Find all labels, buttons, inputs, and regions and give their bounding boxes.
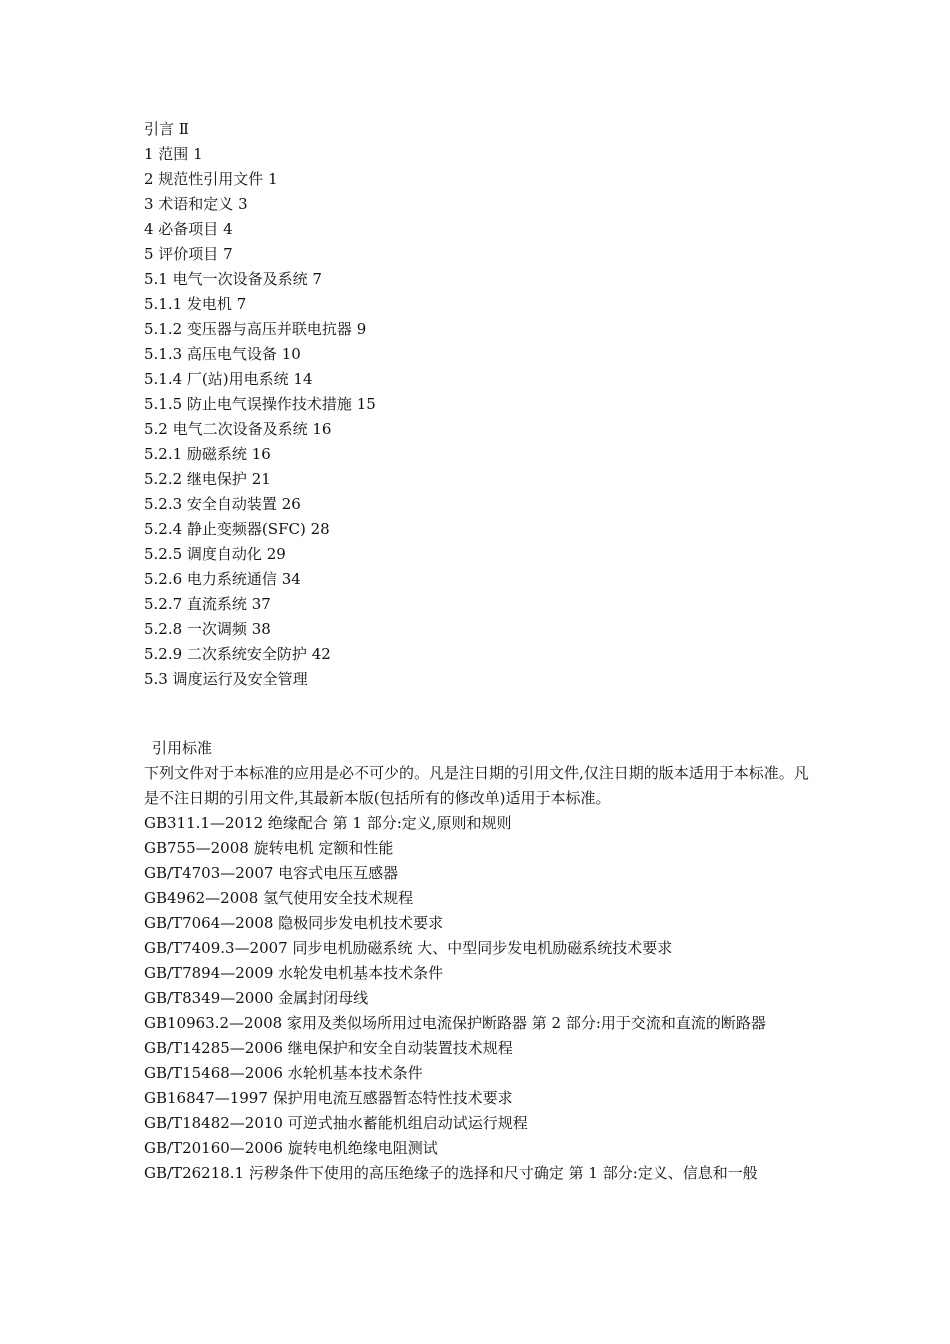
reference-item: GB/T26218.1 污秽条件下使用的高压绝缘子的选择和尺寸确定 第 1 部分:定义、信息和一般 <box>144 1164 758 1182</box>
reference-item: GB/T14285—2006 继电保护和安全自动装置技术规程 <box>144 1039 513 1057</box>
toc-entry: 5.2.9 二次系统安全防护 42 <box>144 645 331 663</box>
toc-entry: 4 必备项目 4 <box>144 220 233 238</box>
table-of-contents <box>144 117 814 692</box>
references-intro: 下列文件对于本标准的应用是必不可少的。凡是注日期的引用文件,仅注日期的版本适用于本标准。凡是不注日期的引用文件,其最新本版(包括所有的修改单)适用于本标准。 <box>144 764 809 807</box>
toc-entry: 5.3 调度运行及安全管理 <box>144 670 308 688</box>
toc-entry: 2 规范性引用文件 1 <box>144 170 278 188</box>
toc-entry: 5.1.2 变压器与高压并联电抗器 9 <box>144 320 367 338</box>
reference-item: GB311.1—2012 绝缘配合 第 1 部分:定义,原则和规则 <box>144 814 512 832</box>
toc-entry: 5.2.1 励磁系统 16 <box>144 445 271 463</box>
toc-entry: 5.1 电气一次设备及系统 7 <box>144 270 322 288</box>
toc-entry: 5.2.7 直流系统 37 <box>144 595 271 613</box>
reference-item: GB/T18482—2010 可逆式抽水蓄能机组启动试运行规程 <box>144 1114 528 1132</box>
toc-entry: 5.2.3 安全自动装置 26 <box>144 495 301 513</box>
reference-item: GB/T15468—2006 水轮机基本技术条件 <box>144 1064 423 1082</box>
document-page <box>144 117 814 1186</box>
reference-item: GB755—2008 旋转电机 定额和性能 <box>144 839 394 857</box>
reference-item: GB10963.2—2008 家用及类似场所用过电流保护断路器 第 2 部分:用于交流和直流的断路器 <box>144 1014 766 1032</box>
reference-item: GB/T7064—2008 隐极同步发电机技术要求 <box>144 914 444 932</box>
toc-entry: 5.1.1 发电机 7 <box>144 295 247 313</box>
toc-entry: 5.2.2 继电保护 21 <box>144 470 271 488</box>
toc-entry: 5.2.6 电力系统通信 34 <box>144 570 301 588</box>
toc-entry: 5.2.4 静止变频器(SFC) 28 <box>144 520 330 538</box>
toc-entry: 3 术语和定义 3 <box>144 195 248 213</box>
reference-item: GB/T7409.3—2007 同步电机励磁系统 大、中型同步发电机励磁系统技术要求 <box>144 939 673 957</box>
reference-item: GB/T20160—2006 旋转电机绝缘电阻测试 <box>144 1139 438 1157</box>
reference-item: GB4962—2008 氢气使用安全技术规程 <box>144 889 414 907</box>
reference-item: GB16847—1997 保护用电流互感器暂态特性技术要求 <box>144 1089 513 1107</box>
toc-entry: 5 评价项目 7 <box>144 245 233 263</box>
toc-entry: 5.1.5 防止电气误操作技术措施 15 <box>144 395 376 413</box>
references-section <box>144 736 814 1186</box>
references-heading: 引用标准 <box>152 739 213 757</box>
toc-entry: 5.2.5 调度自动化 29 <box>144 545 286 563</box>
reference-item: GB/T8349—2000 金属封闭母线 <box>144 989 369 1007</box>
toc-entry: 1 范围 1 <box>144 145 203 163</box>
toc-entry: 引言 Ⅱ <box>144 120 189 138</box>
reference-item: GB/T4703—2007 电容式电压互感器 <box>144 864 399 882</box>
toc-entry: 5.1.4 厂(站)用电系统 14 <box>144 370 313 388</box>
toc-entry: 5.2 电气二次设备及系统 16 <box>144 420 332 438</box>
reference-item: GB/T7894—2009 水轮发电机基本技术条件 <box>144 964 444 982</box>
toc-entry: 5.2.8 一次调频 38 <box>144 620 271 638</box>
toc-entry: 5.1.3 高压电气设备 10 <box>144 345 301 363</box>
